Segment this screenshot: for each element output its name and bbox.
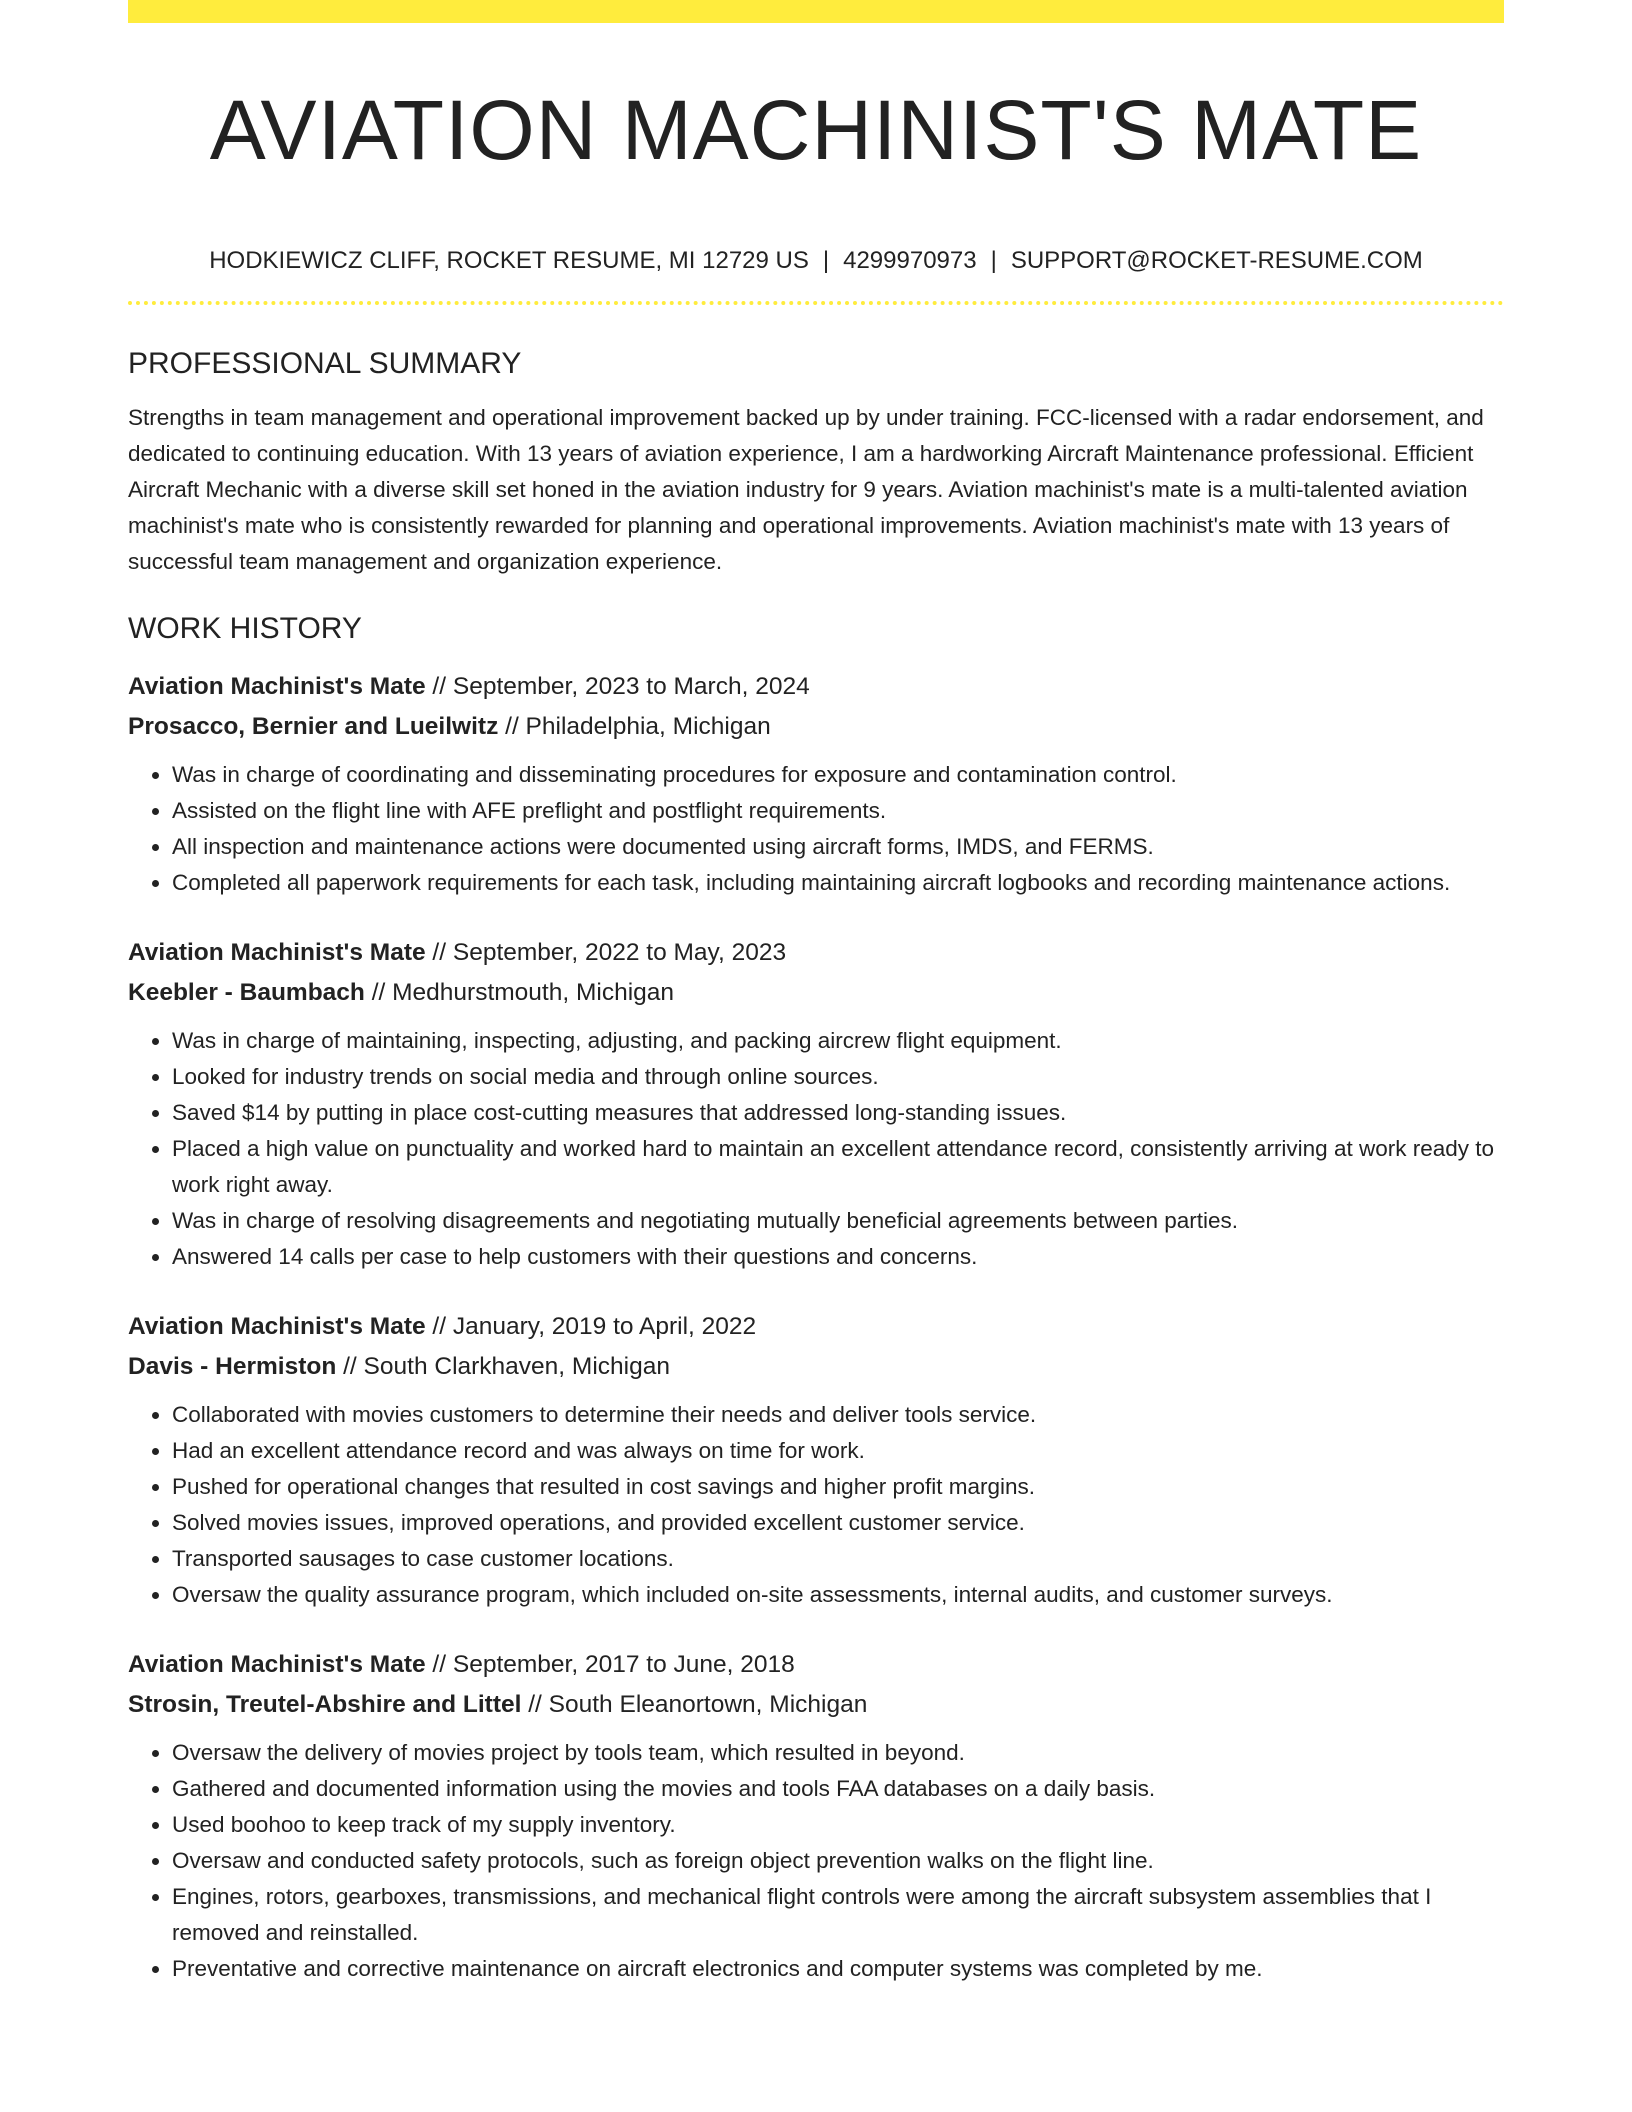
job-title-line — [128, 1307, 1504, 1347]
job-company: Keebler - Baumbach — [128, 979, 365, 1006]
bullet-item: • Oversaw the delivery of movies project by tools team, which resulted in beyond. — [172, 1735, 1504, 1771]
job-bullets — [128, 1397, 1504, 1613]
job-location: // South Eleanortown, Michigan — [521, 1691, 868, 1718]
contact-email: SUPPORT@ROCKET-RESUME.COM — [1010, 247, 1423, 274]
job-entry — [128, 667, 1504, 901]
job-company-line — [128, 1347, 1504, 1387]
job-company: Strosin, Treutel-Abshire and Littel — [128, 1691, 522, 1718]
bullet-item: • Used boohoo to keep track of my supply inventory. — [172, 1807, 1504, 1843]
bullet-item: • Was in charge of maintaining, inspecting, adjusting, and packing aircrew flight equipment. — [172, 1023, 1504, 1059]
job-company: Davis - Hermiston — [128, 1353, 337, 1380]
bullet-item: • All inspection and maintenance actions were documented using aircraft forms, IMDS, and FERMS. — [172, 829, 1504, 865]
accent-top-bar — [128, 0, 1504, 23]
job-bullets — [128, 1023, 1504, 1275]
bullet-item: • Was in charge of resolving disagreements and negotiating mutually beneficial agreements between parties. — [172, 1203, 1504, 1239]
contact-phone: 4299970973 — [843, 247, 977, 274]
job-dates: // September, 2017 to June, 2018 — [425, 1651, 795, 1678]
contact-separator: | — [990, 247, 997, 274]
job-role: Aviation Machinist's Mate — [128, 1651, 426, 1678]
job-dates: // January, 2019 to April, 2022 — [425, 1313, 757, 1340]
job-bullets — [128, 757, 1504, 901]
job-entry — [128, 1645, 1504, 1987]
job-dates: // September, 2022 to May, 2023 — [425, 939, 787, 966]
bullet-item: • Preventative and corrective maintenance on aircraft electronics and computer systems was completed by me. — [172, 1951, 1504, 1987]
job-role: Aviation Machinist's Mate — [128, 939, 426, 966]
contact-separator: | — [822, 247, 830, 274]
job-role: Aviation Machinist's Mate — [128, 1313, 426, 1340]
summary-text: Strengths in team management and operational improvement backed up by under training. FCC-licensed with a radar endorsement, and dedicated to continuing education. With 13 years of aviation experience, I am a hardworking Aircraft Maintenance professional. Efficient Aircraft Mechanic with a diverse skill set honed in the aviation industry for 9 years. Aviation machinist's mate is a multi-talented aviation machinist's mate who is consistently rewarded for planning and operational improvements. Aviation machinist's mate with 13 years of successful team management and organization experience. — [128, 405, 1484, 574]
bullet-item: • Answered 14 calls per case to help customers with their questions and concerns. — [172, 1239, 1504, 1275]
job-entry — [128, 933, 1504, 1275]
job-location: // Medhurstmouth, Michigan — [364, 979, 675, 1006]
bullet-item: • Solved movies issues, improved operations, and provided excellent customer service. — [172, 1505, 1504, 1541]
bullet-item: • Oversaw the quality assurance program, which included on-site assessments, internal audits, and customer surveys. — [172, 1577, 1504, 1613]
job-title-line — [128, 667, 1504, 707]
bullet-item: • Transported sausages to case customer locations. — [172, 1541, 1504, 1577]
job-bullets — [128, 1735, 1504, 1987]
dotted-divider — [128, 301, 1504, 305]
resume-name: AVIATION MACHINIST'S MATE — [209, 83, 1423, 177]
summary-heading: PROFESSIONAL SUMMARY — [128, 347, 522, 380]
work-history-heading: WORK HISTORY — [128, 612, 362, 645]
work-history-list — [128, 667, 1504, 1987]
bullet-item: • Gathered and documented information using the movies and tools FAA databases on a daily basis. — [172, 1771, 1504, 1807]
bullet-item: • Was in charge of coordinating and disseminating procedures for exposure and contamination control. — [172, 757, 1504, 793]
job-location: // South Clarkhaven, Michigan — [336, 1353, 670, 1380]
job-entry — [128, 1307, 1504, 1613]
job-company: Prosacco, Bernier and Lueilwitz — [128, 713, 499, 740]
bullet-item: • Looked for industry trends on social media and through online sources. — [172, 1059, 1504, 1095]
bullet-item: • Engines, rotors, gearboxes, transmissions, and mechanical flight controls were among the aircraft subsystem assemblies that I removed and reinstalled. — [172, 1879, 1504, 1951]
job-location: // Philadelphia, Michigan — [498, 713, 771, 740]
bullet-item: • Saved $14 by putting in place cost-cutting measures that addressed long-standing issues. — [172, 1095, 1504, 1131]
bullet-item: • Pushed for operational changes that resulted in cost savings and higher profit margins. — [172, 1469, 1504, 1505]
contact-address: HODKIEWICZ CLIFF, ROCKET RESUME, MI 12729 US — [209, 247, 809, 274]
job-title-line — [128, 933, 1504, 973]
resume-content — [128, 80, 1504, 1987]
job-role: Aviation Machinist's Mate — [128, 673, 426, 700]
bullet-item: • Assisted on the flight line with AFE preflight and postflight requirements. — [172, 793, 1504, 829]
bullet-item: • Oversaw and conducted safety protocols, such as foreign object prevention walks on the flight line. — [172, 1843, 1504, 1879]
job-company-line — [128, 707, 1504, 747]
job-dates: // September, 2023 to March, 2024 — [425, 673, 810, 700]
bullet-item: • Collaborated with movies customers to determine their needs and deliver tools service. — [172, 1397, 1504, 1433]
bullet-item: • Completed all paperwork requirements for each task, including maintaining aircraft logbooks and recording maintenance actions. — [172, 865, 1504, 901]
job-company-line — [128, 973, 1504, 1013]
contact-line — [128, 246, 1504, 276]
job-title-line — [128, 1645, 1504, 1685]
bullet-item: • Placed a high value on punctuality and worked hard to maintain an excellent attendance record, consistently arriving at work ready to work right away. — [172, 1131, 1504, 1203]
job-company-line — [128, 1685, 1504, 1725]
bullet-item: • Had an excellent attendance record and was always on time for work. — [172, 1433, 1504, 1469]
